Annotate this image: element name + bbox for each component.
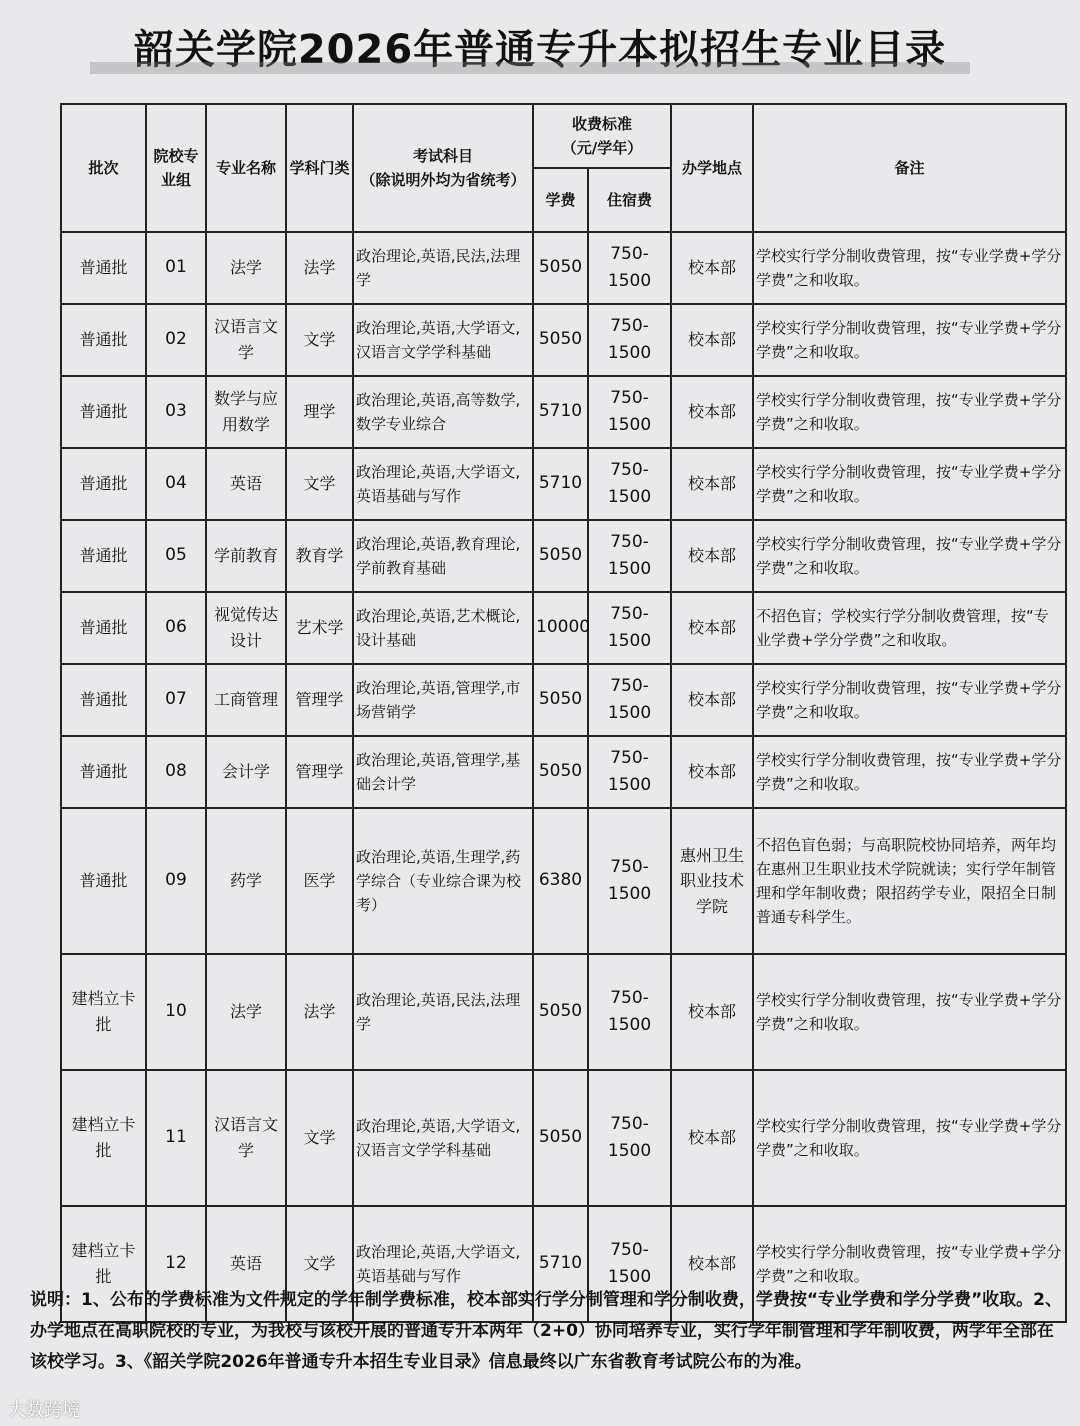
lodging-cell: 750-1500	[588, 520, 671, 592]
tuition-cell: 5050	[533, 520, 588, 592]
batch-cell: 普通批	[61, 304, 146, 376]
header-fee-label: 收费标准	[572, 115, 633, 133]
group-cell: 11	[146, 1070, 206, 1206]
category-cell: 文学	[286, 1070, 353, 1206]
batch-cell: 建档立卡批	[61, 954, 146, 1070]
lodging-cell: 750-1500	[588, 592, 671, 664]
location-cell: 校本部	[671, 1206, 753, 1322]
batch-cell: 普通批	[61, 736, 146, 808]
major-cell: 法学	[206, 232, 286, 304]
exam-cell: 政治理论,英语,民法,法理学	[353, 232, 533, 304]
majors-table	[60, 103, 1067, 1323]
header-location: 办学地点	[671, 104, 753, 232]
tuition-cell: 5050	[533, 304, 588, 376]
major-cell: 数学与应用数学	[206, 376, 286, 448]
tuition-cell: 6380	[533, 808, 588, 954]
major-cell: 英语	[206, 1206, 286, 1322]
header-group: 院校专业组	[146, 104, 206, 232]
lodging-cell: 750-1500	[588, 1070, 671, 1206]
category-cell: 艺术学	[286, 592, 353, 664]
table-row	[61, 376, 1066, 448]
header-remark: 备注	[753, 104, 1066, 232]
page-title: 韶关学院2026年普通专升本拟招生专业目录	[133, 27, 947, 73]
exam-cell: 政治理论,英语,教育理论,学前教育基础	[353, 520, 533, 592]
header-fee-unit: （元/学年）	[561, 139, 643, 157]
title-underline	[90, 62, 970, 74]
lodging-cell: 750-1500	[588, 664, 671, 736]
tuition-cell: 5050	[533, 954, 588, 1070]
exam-cell: 政治理论,英语,管理学,市场营销学	[353, 664, 533, 736]
location-cell: 校本部	[671, 664, 753, 736]
tuition-cell: 10000	[533, 592, 588, 664]
remark-cell: 学校实行学分制收费管理，按“专业学费+学分学费”之和收取。	[753, 664, 1066, 736]
exam-cell: 政治理论,英语,生理学,药学综合（专业综合课为校考）	[353, 808, 533, 954]
remark-cell: 不招色盲色弱；与高职院校协同培养，两年均在惠州卫生职业技术学院就读；实行学年制管理和学年制收费；限招药学专业，限招全日制普通专科学生。	[753, 808, 1066, 954]
tuition-cell: 5710	[533, 448, 588, 520]
location-cell: 校本部	[671, 304, 753, 376]
category-cell: 文学	[286, 304, 353, 376]
batch-cell: 普通批	[61, 520, 146, 592]
lodging-cell: 750-1500	[588, 448, 671, 520]
exam-cell: 政治理论,英语,大学语文,汉语言文学学科基础	[353, 304, 533, 376]
category-cell: 法学	[286, 232, 353, 304]
group-cell: 10	[146, 954, 206, 1070]
notes: 说明：1、公布的学费标准为文件规定的学年制学费标准，校本部实行学分制管理和学分制收费，学费按“专业学费和学分学费”收取。2、办学地点在高职院校的专业，为我校与该校开展的普通专升本两年（2+0）协同培养专业，实行学年制管理和学年制收费，两学年全部在该校学习。3、《韶关学院2026年普通专升本招生专业目录》信息最终以广东省教育考试院公布的为准。	[30, 1290, 1063, 1372]
lodging-cell: 750-1500	[588, 808, 671, 954]
location-cell: 校本部	[671, 1070, 753, 1206]
remark-cell: 学校实行学分制收费管理，按“专业学费+学分学费”之和收取。	[753, 448, 1066, 520]
tuition-cell: 5050	[533, 664, 588, 736]
group-cell: 09	[146, 808, 206, 954]
batch-cell: 普通批	[61, 808, 146, 954]
remark-cell: 学校实行学分制收费管理，按“专业学费+学分学费”之和收取。	[753, 376, 1066, 448]
exam-cell: 政治理论,英语,大学语文,汉语言文学学科基础	[353, 1070, 533, 1206]
group-cell: 02	[146, 304, 206, 376]
location-cell: 校本部	[671, 448, 753, 520]
lodging-cell: 750-1500	[588, 304, 671, 376]
exam-cell: 政治理论,英语,艺术概论,设计基础	[353, 592, 533, 664]
group-cell: 08	[146, 736, 206, 808]
remark-cell: 学校实行学分制收费管理，按“专业学费+学分学费”之和收取。	[753, 1070, 1066, 1206]
group-cell: 03	[146, 376, 206, 448]
location-cell: 校本部	[671, 376, 753, 448]
location-cell: 校本部	[671, 736, 753, 808]
table-row	[61, 664, 1066, 736]
table-row	[61, 520, 1066, 592]
major-cell: 法学	[206, 954, 286, 1070]
category-cell: 文学	[286, 448, 353, 520]
major-cell: 汉语言文学	[206, 1070, 286, 1206]
group-cell: 04	[146, 448, 206, 520]
tuition-cell: 5710	[533, 1206, 588, 1322]
table-row	[61, 448, 1066, 520]
exam-cell: 政治理论,英语,管理学,基础会计学	[353, 736, 533, 808]
header-lodging: 住宿费	[588, 168, 671, 232]
category-cell: 理学	[286, 376, 353, 448]
exam-cell: 政治理论,英语,大学语文,英语基础与写作	[353, 1206, 533, 1322]
major-cell: 学前教育	[206, 520, 286, 592]
batch-cell: 普通批	[61, 664, 146, 736]
exam-cell: 政治理论,英语,高等数学,数学专业综合	[353, 376, 533, 448]
header-category: 学科门类	[286, 104, 353, 232]
tuition-cell: 5050	[533, 232, 588, 304]
batch-cell: 普通批	[61, 232, 146, 304]
remark-cell: 学校实行学分制收费管理，按“专业学费+学分学费”之和收取。	[753, 736, 1066, 808]
table-row	[61, 1070, 1066, 1206]
header-exam-label: 考试科目	[412, 147, 473, 165]
group-cell: 01	[146, 232, 206, 304]
major-cell: 汉语言文学	[206, 304, 286, 376]
location-cell: 校本部	[671, 954, 753, 1070]
category-cell: 医学	[286, 808, 353, 954]
batch-cell: 普通批	[61, 592, 146, 664]
category-cell: 教育学	[286, 520, 353, 592]
lodging-cell: 750-1500	[588, 1206, 671, 1322]
major-cell: 视觉传达设计	[206, 592, 286, 664]
batch-cell: 建档立卡批	[61, 1206, 146, 1322]
group-cell: 05	[146, 520, 206, 592]
table-row	[61, 304, 1066, 376]
major-cell: 药学	[206, 808, 286, 954]
exam-cell: 政治理论,英语,大学语文,英语基础与写作	[353, 448, 533, 520]
location-cell: 校本部	[671, 232, 753, 304]
group-cell: 06	[146, 592, 206, 664]
remark-cell: 学校实行学分制收费管理，按“专业学费+学分学费”之和收取。	[753, 232, 1066, 304]
header-fee	[533, 104, 671, 168]
header-major: 专业名称	[206, 104, 286, 232]
tuition-cell: 5050	[533, 1070, 588, 1206]
table-row	[61, 808, 1066, 954]
location-cell: 校本部	[671, 520, 753, 592]
exam-cell: 政治理论,英语,民法,法理学	[353, 954, 533, 1070]
table-row	[61, 592, 1066, 664]
batch-cell: 普通批	[61, 448, 146, 520]
remark-cell: 学校实行学分制收费管理，按“专业学费+学分学费”之和收取。	[753, 304, 1066, 376]
remark-cell: 学校实行学分制收费管理，按“专业学费+学分学费”之和收取。	[753, 954, 1066, 1070]
remark-cell: 学校实行学分制收费管理，按“专业学费+学分学费”之和收取。	[753, 520, 1066, 592]
remark-cell: 不招色盲；学校实行学分制收费管理，按“专业学费+学分学费”之和收取。	[753, 592, 1066, 664]
tuition-cell: 5050	[533, 736, 588, 808]
batch-cell: 建档立卡批	[61, 1070, 146, 1206]
table-row	[61, 232, 1066, 304]
major-cell: 会计学	[206, 736, 286, 808]
location-cell: 校本部	[671, 592, 753, 664]
category-cell: 管理学	[286, 664, 353, 736]
category-cell: 文学	[286, 1206, 353, 1322]
lodging-cell: 750-1500	[588, 376, 671, 448]
major-cell: 英语	[206, 448, 286, 520]
batch-cell: 普通批	[61, 376, 146, 448]
group-cell: 07	[146, 664, 206, 736]
table-row	[61, 954, 1066, 1070]
watermark: 大数跨境	[8, 1400, 80, 1421]
tuition-cell: 5710	[533, 376, 588, 448]
category-cell: 管理学	[286, 736, 353, 808]
header-tuition: 学费	[533, 168, 588, 232]
table-row	[61, 736, 1066, 808]
group-cell: 12	[146, 1206, 206, 1322]
lodging-cell: 750-1500	[588, 954, 671, 1070]
header-batch: 批次	[61, 104, 146, 232]
major-cell: 工商管理	[206, 664, 286, 736]
lodging-cell: 750-1500	[588, 736, 671, 808]
header-exam	[353, 104, 533, 232]
remark-cell: 学校实行学分制收费管理，按“专业学费+学分学费”之和收取。	[753, 1206, 1066, 1322]
location-cell: 惠州卫生职业技术学院	[671, 808, 753, 954]
header-exam-note: （除说明外均为省统考）	[360, 171, 526, 189]
lodging-cell: 750-1500	[588, 232, 671, 304]
category-cell: 法学	[286, 954, 353, 1070]
